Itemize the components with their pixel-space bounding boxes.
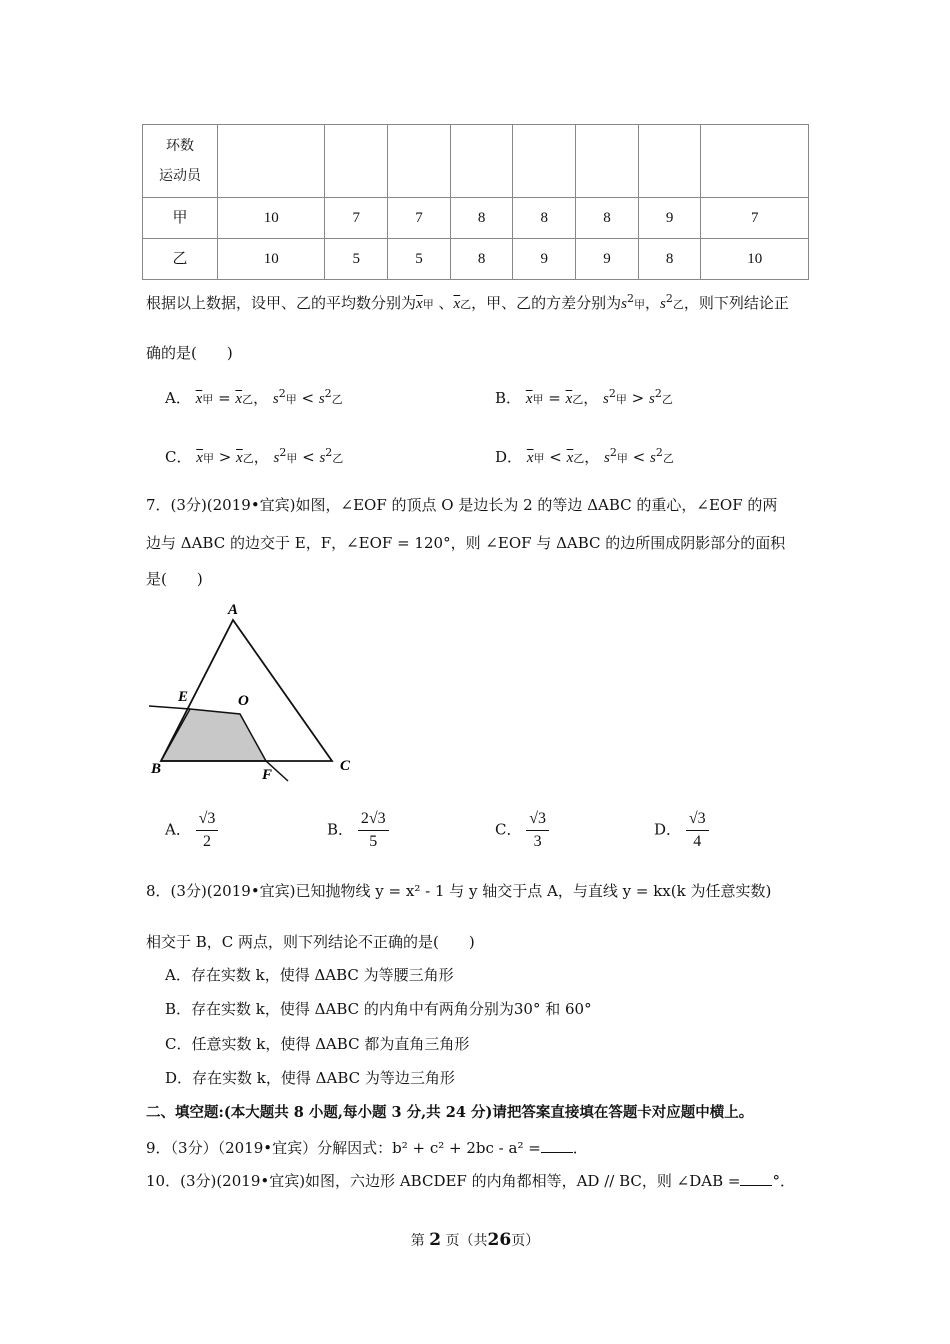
table-cell [450,125,513,198]
row-name: 乙 [143,239,218,280]
header-cell [143,125,218,198]
fraction-denominator: 4 [693,833,702,850]
table-header-row [143,125,809,198]
fraction-denominator: 5 [369,833,378,850]
header-top-label: 环数 [166,138,194,154]
q6-text-a: 根据以上数据，设甲、乙的平均数分别为 [146,294,417,312]
q6-text-b: ，甲、乙的方差分别为 [471,294,622,312]
q9 [146,1137,588,1158]
shaded-region [161,709,266,761]
fraction-numerator: √3 [686,810,709,831]
table-cell [701,125,809,198]
q7-option-a[interactable] [165,810,218,851]
table-cell [388,125,451,198]
row-name: 甲 [143,198,218,239]
table-cell: 8 [450,239,513,280]
total-pages: 26 [487,1230,512,1250]
fraction-denominator: 2 [203,833,212,850]
answer-blank[interactable] [740,1173,772,1186]
q8-option-b[interactable]: B．存在实数 k，使得 ΔABC 的内角中有两角分别为30° 和 60° [165,1000,592,1018]
table-cell: 9 [513,239,576,280]
label-a: A [228,602,239,618]
ray-oe [149,706,190,709]
table-cell [576,125,639,198]
label-b: B [151,761,162,777]
q8-option-a[interactable]: A．存在实数 k，使得 ΔABC 为等腰三角形 [165,966,454,984]
table-cell: 8 [450,198,513,239]
q8-line1: 8．(3分)(2019•宜宾)已知抛物线 y = x² - 1 与 y 轴交于点 A，与直线 y = kx(k 为任意实数) [146,882,772,900]
q6-option-b[interactable]: B． $\overline{x}$甲 = $\overline{x}$乙， $s^2$甲 > $s^2$乙 [495,387,673,407]
triangle-figure [140,598,370,788]
q7-line1: 7．(3分)(2019•宜宾)如图，∠EOF 的顶点 O 是边长为 2 的等边 ΔABC 的重心，∠EOF 的两 [146,496,778,514]
label-c: C [340,758,351,774]
fraction-numerator: √3 [196,810,219,831]
q10 [146,1170,795,1191]
table-row [143,198,809,239]
table-cell: 7 [388,198,451,239]
header-bottom-label: 运动员 [159,168,201,184]
answer-blank[interactable] [541,1140,573,1153]
q6-option-a[interactable]: A． $\overline{x}$甲 = $\overline{x}$乙， $s^2$甲 < $s^2$乙 [165,387,343,407]
fraction-numerator: 2√3 [358,810,389,831]
footer-pre: 第 [410,1233,425,1249]
q8-line2: 相交于 B，C 两点，则下列结论不正确的是( ) [146,933,475,951]
option-label: A． [165,820,191,839]
page-number: 2 [429,1230,442,1250]
table-row [143,239,809,280]
table-cell [325,125,388,198]
table-cell: 7 [701,198,809,239]
score-table [142,124,809,280]
q6-option-d[interactable]: D． $\overline{x}$甲 < $\overline{x}$乙， $s^2$甲 < $s^2$乙 [495,446,674,466]
fraction-denominator: 3 [533,833,542,850]
q10-text: 10．(3分)(2019•宜宾)如图，六边形 ABCDEF 的内角都相等，AD // BC，则 ∠DAB = [146,1172,741,1190]
q10-end: °． [772,1172,795,1190]
q6-text-c: ，则下列结论正 [683,294,789,312]
option-label: C． [495,820,522,839]
option-label: A． [165,389,191,407]
option-label: D． [654,820,682,839]
option-label: C． [165,448,192,466]
footer-mid: 页（共 [445,1233,488,1249]
table-cell [218,125,325,198]
table-cell: 9 [638,198,701,239]
table-cell: 9 [576,239,639,280]
q7-option-c[interactable] [495,810,549,851]
q6-line2: 确的是( ) [146,344,233,362]
table-cell: 8 [638,239,701,280]
q7-option-d[interactable] [654,810,709,851]
option-label: B． [495,389,522,407]
table-cell: 10 [701,239,809,280]
q7-option-b[interactable] [327,810,389,851]
footer-post: 页） [511,1233,540,1249]
table-cell: 8 [576,198,639,239]
table-cell [638,125,701,198]
table-cell: 8 [513,198,576,239]
table-cell [513,125,576,198]
q9-text: 9．（3分）（2019•宜宾）分解因式：b² + c² + 2bc - a² = [146,1139,541,1157]
page-footer [0,1230,950,1250]
table-cell: 10 [218,239,325,280]
option-label: D． [495,448,523,466]
q9-end: ． [572,1139,588,1157]
table-cell: 10 [218,198,325,239]
table-cell: 7 [325,198,388,239]
q6-line1: 根据以上数据，设甲、乙的平均数分别为$\overline{x}$甲 、$\overline{x}$乙，甲、乙的方差分别为$s^2$甲，$s^2$乙，则下列结论正 [146,292,789,312]
fraction-numerator: √3 [526,810,549,831]
option-label: B． [327,820,354,839]
q8-option-d[interactable]: D．存在实数 k，使得 ΔABC 为等边三角形 [165,1069,455,1087]
q8-option-c[interactable]: C．任意实数 k，使得 ΔABC 都为直角三角形 [165,1035,470,1053]
section-title: 二、填空题:(本大题共 8 小题,每小题 3 分,共 24 分)请把答案直接填在答题卡对应题中横上。 [146,1104,754,1121]
label-o: O [238,693,249,709]
label-e: E [178,689,189,705]
q6-option-c[interactable]: C． $\overline{x}$甲 > $\overline{x}$乙， $s^2$甲 < $s^2$乙 [165,446,344,466]
label-f: F [262,767,273,783]
q7-line3: 是( ) [146,570,203,588]
table-cell: 5 [325,239,388,280]
table-cell: 5 [388,239,451,280]
q7-line2: 边与 ΔABC 的边交于 E，F，∠EOF = 120°，则 ∠EOF 与 ΔABC 的边所围成阴影部分的面积 [146,534,786,552]
